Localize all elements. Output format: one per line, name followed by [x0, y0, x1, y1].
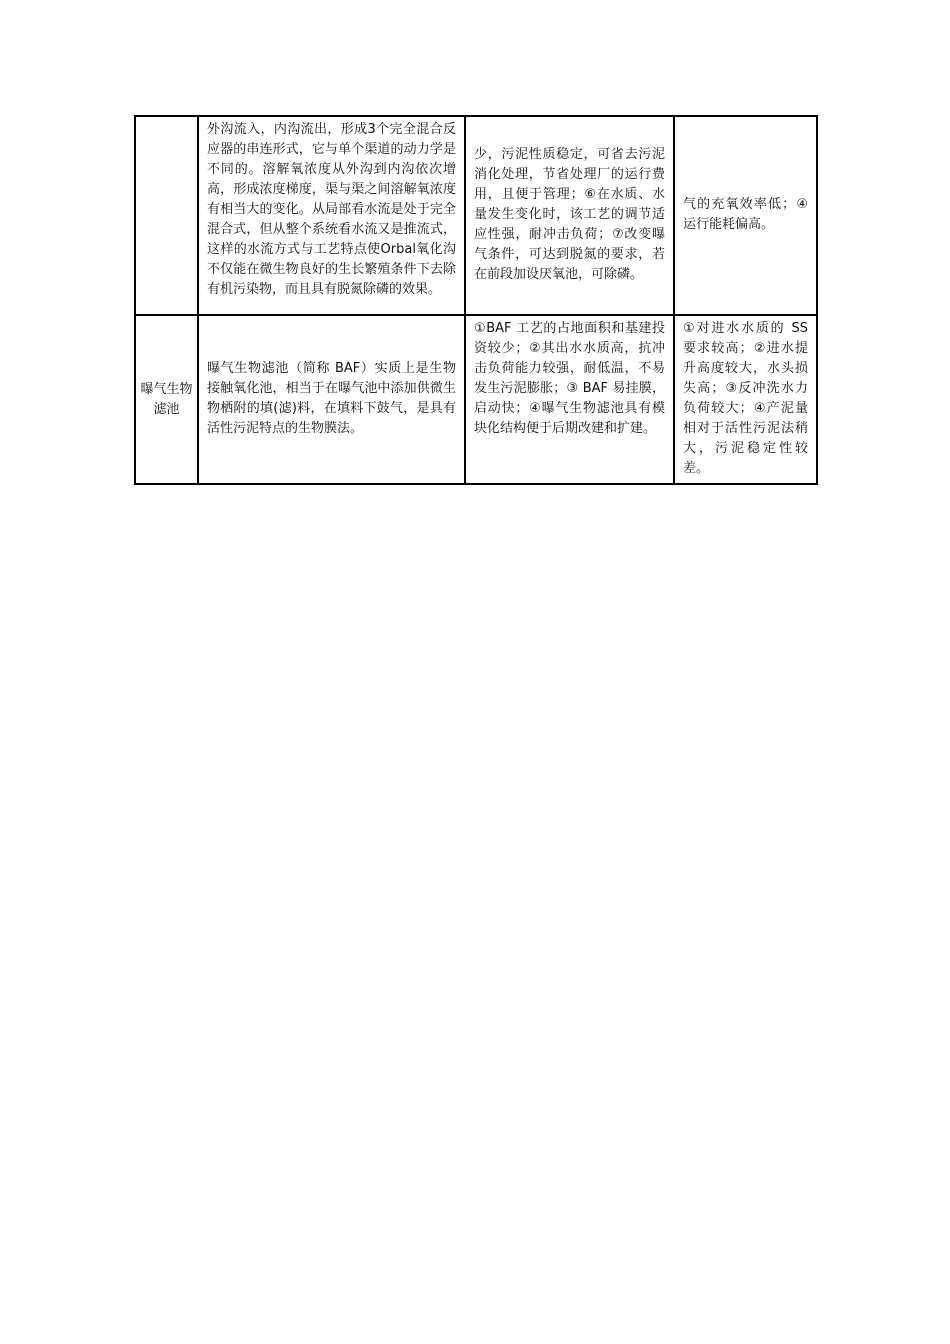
- disadvantages-cell: ①对进水水质的 SS 要求较高；②进水提升高度较大，水头损失高；③反冲洗水力负荷较大；④产泥量相对于活性污泥法稍大，污泥稳定性较差。: [674, 315, 817, 484]
- advantages-cell: ①BAF 工艺的占地面积和基建投资较少；②其出水水质高，抗冲击负荷能力较强，耐低温，不易发生污泥膨胀；③ BAF 易挂膜，启动快；④曝气生物滤池具有模块化结构便于后期改建和扩建。: [465, 315, 674, 484]
- table-row: [135, 116, 817, 315]
- disadvantages-cell: 气的充氧效率低；④运行能耗偏高。: [674, 116, 817, 315]
- principle-cell: 外沟流入，内沟流出，形成3个完全混合反应器的串连形式，它与单个渠道的动力学是不同的。溶解氧浓度从外沟到内沟依次增高，形成浓度梯度，渠与渠之间溶解氧浓度有相当大的变化。从局部看水流是处于完全混合式，但从整个系统看水流又是推流式，这样的水流方式与工艺特点使Orbal氧化沟不仅能在微生物良好的生长繁殖条件下去除有机污染物，而且具有脱氮除磷的效果。: [198, 116, 465, 315]
- table-row: [135, 315, 817, 484]
- process-name-cell: [135, 116, 198, 315]
- advantages-cell: 少，污泥性质稳定，可省去污泥消化处理，节省处理厂的运行费用，且便于管理；⑥在水质、水量发生变化时，该工艺的调节适应性强，耐冲击负荷；⑦改变曝气条件，可达到脱氮的要求，若在前段加设厌氧池，可除磷。: [465, 116, 674, 315]
- process-comparison-table: [134, 115, 818, 485]
- process-name-cell: 曝气生物滤池: [135, 315, 198, 484]
- principle-cell: 曝气生物滤池（简称 BAF）实质上是生物接触氧化池，相当于在曝气池中添加供微生物栖附的填(滤)料，在填料下鼓气，是具有活性污泥特点的生物膜法。: [198, 315, 465, 484]
